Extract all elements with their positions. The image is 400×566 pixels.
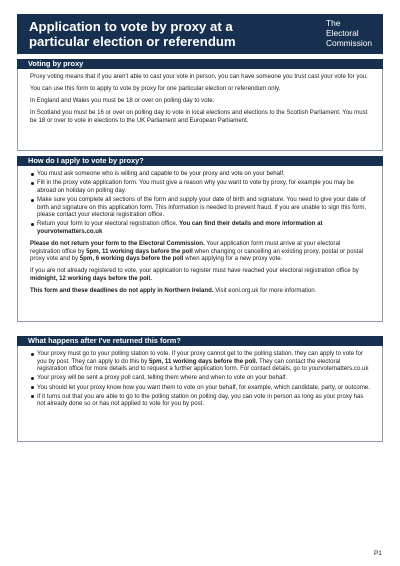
list-item [30,350,372,373]
paragraph [30,267,372,282]
logo-line3: Commission [326,38,373,48]
logo-line2: Electoral [326,28,359,38]
bold-text: 5pm, 6 working days before the poll [79,255,184,263]
list-item: You should let your proxy know how you want them to vote on your behalf, for example, which candidate, party, or outcome. [30,384,372,392]
logo-line1: The [326,18,341,28]
list-item [30,220,372,235]
page-number: P1 [374,550,382,557]
bold-text: midnight, 12 working days before the poll. [30,274,152,282]
section-voting-by-proxy [17,69,383,151]
text: They can contact the electoral registration office for more details and to request a further application form. For contact details, go to yourvotematters.co.uk [37,357,369,373]
page-title-line1: Application to vote by proxy at a [29,19,233,34]
text: If you are not already registered to vote, your application to register must have reached your electoral registration office by [30,267,359,275]
electoral-commission-logo [326,18,372,48]
section-heading-voting-by-proxy: Voting by proxy [17,59,383,69]
title-banner [17,14,383,54]
text: when changing or cancelling an existing proxy, postal or postal proxy vote and by [30,247,364,263]
bold-text: Please do not return your form to the Electoral Commission. [30,239,205,247]
text: when applying for a new proxy vote. [183,255,283,263]
bullet-list [30,170,372,236]
list-item: Fill in the proxy vote application form. You must give a reason why you want to vote by proxy, for example you may be abroad on holiday on polling day. [30,179,372,194]
section-after-returning [17,346,383,442]
list-item: Your proxy will be sent a proxy poll card, telling them where and when to vote on your behalf. [30,374,372,382]
paragraph: In Scotland you must be 16 or over on polling day to vote in local elections and elections to the Scottish Parliament. You must be 18 or over to vote in elections to the UK Parliament and European Parliament. [30,108,368,124]
page-title-line2: particular election or referendum [29,34,236,49]
list-item: You must ask someone who is willing and capable to be your proxy and vote on your behalf. [30,170,372,178]
page-title [29,19,289,49]
section-heading-after-returning: What happens after I've returned this form? [17,336,383,346]
paragraph: In England and Wales you must be 18 or over on polling day to vote. [30,96,215,104]
bold-text: 5pm, 11 working days before the poll. [149,357,258,365]
bold-text: 5pm, 11 working days before the poll [86,247,193,255]
text: Return your form to your electoral registration office. [37,220,180,228]
section-how-to-apply [17,166,383,322]
list-item: Make sure you complete all sections of the form and supply your date of birth and signature. You need to give your date of birth and signature on this application form. This information is needed to prevent fraud. If you are unable to sign this form, please contact your electoral registration office. [30,196,372,219]
paragraph: Proxy voting means that if you aren't able to cast your vote in person, you can have someone you trust cast your vote for you. [30,73,368,80]
section-heading-how-to-apply: How do I apply to vote by proxy? [17,156,383,166]
paragraph: You can use this form to apply to vote by proxy for one particular election or referendum only. [30,84,281,92]
bullet-list [30,350,372,408]
text: Your proxy must go to your polling station to vote. If your proxy cannot get to the polling station, they can apply to vote for you by post. They can apply to do this by [37,350,363,365]
list-item: If it turns out that you are able to go to the polling station on polling day, you can vote in person as long as your proxy has not already done so or has not applied to vote for you by post. [30,393,372,408]
paragraph [30,287,372,295]
bold-text: You can find their details and more information at yourvotematters.co.uk [37,220,323,235]
paragraph [30,240,372,263]
bold-text: This form and these deadlines do not apply in Northern Ireland. [30,286,214,294]
text: Your application form must arrive at your electoral registration office by [30,239,341,255]
text: Visit eoni.org.uk for more information. [213,286,317,294]
